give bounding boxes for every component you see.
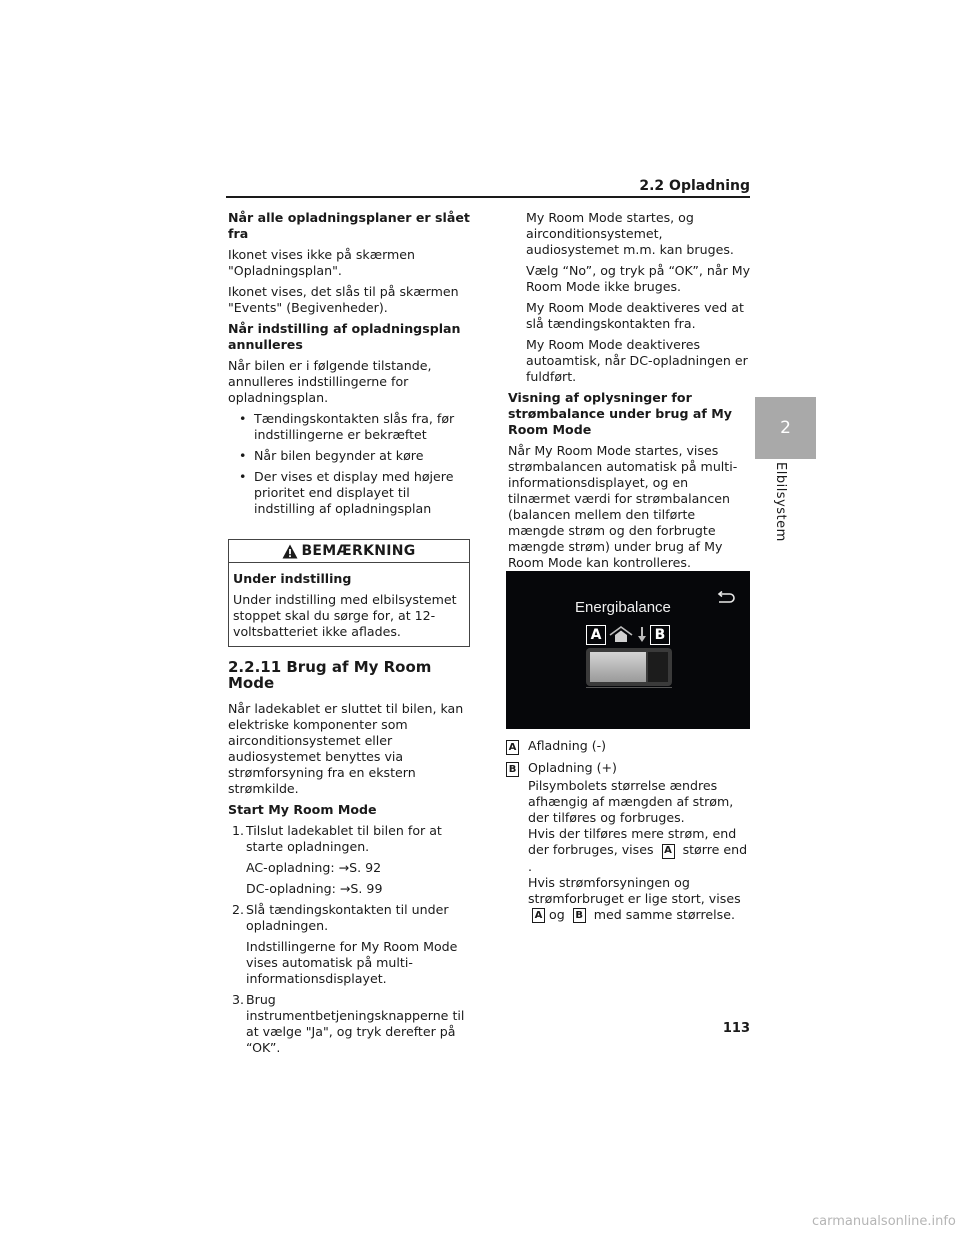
cross-reference: DC-opladning: →S. 99: [246, 881, 383, 896]
description-line: [528, 875, 752, 924]
heading-all-plans-off: Når alle opladningsplaner er slået fra: [228, 210, 470, 241]
screen-title: Energibalance: [575, 599, 671, 616]
legend-item: [506, 760, 752, 776]
paragraph: Når ladekablet er sluttet til bilen, kan elektriske komponenter som airconditionsystemet eller audiosystemet benyttes via strømforsyning fra en ekstern strømkilde.: [228, 701, 464, 796]
notice-header: [229, 540, 469, 563]
paragraph: Vælg “No”, og tryk på “OK”, når My Room Mode ikke bruges.: [526, 263, 751, 294]
step-text: Tilslut ladekablet til bilen for at starte opladningen.: [246, 823, 442, 854]
description-text: og: [549, 906, 565, 922]
key-b-badge: B: [506, 762, 519, 777]
watermark: carmanualsonline.info: [812, 1214, 956, 1229]
legend-text: Afladning (-): [528, 738, 607, 753]
battery-empty: [648, 652, 668, 682]
label-b: B: [650, 625, 670, 645]
notice-heading: BEMÆRKNING: [301, 543, 416, 559]
bullet-item: • Tændingskontakten slås fra, før indstillingerne er bekræftet: [228, 411, 470, 443]
description-text: Hvis strømforsyningen og strømforbruget er lige stort, vises: [528, 874, 741, 906]
section-title: 2.2.11 Brug af My Room Mode: [228, 658, 432, 692]
return-icon: [716, 591, 736, 605]
running-header: 2.2 Opladning: [639, 178, 750, 194]
description-text: med samme størrelse.: [593, 906, 735, 922]
heading-start-my-room-mode: Start My Room Mode: [228, 802, 377, 817]
step-subtext: Indstillingerne for My Room Mode vises automatisk på multi-informationsdisplayet.: [246, 939, 458, 986]
bullet-item: • Der vises et display med højere prioritet end displayet til indstilling af opladningsplan: [228, 469, 470, 517]
paragraph: Når My Room Mode startes, vises strømbalancen automatisk på multi-informationsdisplayet, og en tilnærmet værdi for strømbalancen (balancen mellem den tilførte mængde strøm og den forbrugte mængde strøm) under brug af My Room Mode kan kontrolleres.: [508, 443, 738, 570]
header-rule: [226, 196, 750, 198]
home-icon: [608, 626, 634, 644]
paragraph: My Room Mode deaktiveres autoamtisk, når DC-opladningen er fuldført.: [526, 337, 748, 384]
description-line: Pilsymbolets størrelse ændres afhængig af mængden af strøm, der tilføres og forbruges.: [528, 778, 734, 825]
description-line: [528, 826, 752, 875]
warning-icon: [282, 544, 298, 559]
legend-description: [506, 778, 752, 923]
key-a-badge: A: [532, 908, 545, 923]
bullet-item: • Når bilen begynder at køre: [228, 448, 470, 464]
step-item: [228, 992, 470, 1056]
paragraph: Ikonet vises, det slås til på skærmen "Events" (Begivenheder).: [228, 284, 459, 315]
step-item: [228, 902, 470, 934]
chapter-number: 2: [780, 418, 791, 438]
step-number: 3.: [232, 992, 245, 1007]
legend: [506, 738, 752, 923]
legend-item: [506, 738, 752, 754]
left-column: [228, 210, 470, 1061]
energy-balance-display: [506, 571, 750, 729]
page-number: 113: [722, 1021, 750, 1036]
key-b-badge: B: [573, 908, 586, 923]
heading-plan-cancelled: Når indstilling af opladningsplan annulleres: [228, 321, 461, 352]
chapter-tab: [755, 397, 816, 459]
step-number: 1.: [232, 823, 245, 838]
notice-text: Under indstilling med elbilsystemet stoppet skal du sørge for, at 12-voltsbatteriet ikke aflades.: [233, 592, 457, 639]
battery-level: [590, 652, 646, 682]
key-a-badge: A: [662, 844, 675, 859]
cross-reference: AC-opladning: →S. 92: [246, 860, 382, 875]
paragraph: My Room Mode startes, og airconditionsystemet, audiosystemet m.m. kan bruges.: [526, 210, 734, 257]
label-a: A: [586, 625, 606, 645]
key-a-badge: A: [506, 740, 519, 755]
paragraph: Ikonet vises ikke på skærmen "Opladningsplan".: [228, 247, 416, 278]
step-number: 2.: [232, 902, 245, 917]
notice-title: Under indstilling: [233, 571, 352, 586]
arrow-down-icon: [637, 626, 647, 644]
chapter-label: Elbilsystem: [773, 462, 788, 542]
heading-energy-balance: Visning af oplysninger for strømbalance under brug af My Room Mode: [508, 390, 732, 437]
step-text: Slå tændingskontakten til under opladningen.: [246, 902, 449, 933]
description-text: større end .: [528, 842, 748, 874]
paragraph: My Room Mode deaktiveres ved at slå tændingskontakten fra.: [526, 300, 744, 331]
right-column: [508, 210, 752, 576]
step-item: [228, 823, 470, 855]
notice-box: [228, 539, 470, 647]
step-text: Brug instrumentbetjeningsknapperne til at vælge "Ja", og tryk derefter på “OK”.: [246, 992, 465, 1055]
battery-scale: [586, 687, 672, 688]
paragraph: Når bilen er i følgende tilstande, annulleres indstillingerne for opladningsplan.: [228, 358, 432, 405]
legend-text: Opladning (+): [528, 760, 617, 775]
description-text: Hvis der tilføres mere strøm, end der forbruges, vises: [528, 826, 737, 857]
